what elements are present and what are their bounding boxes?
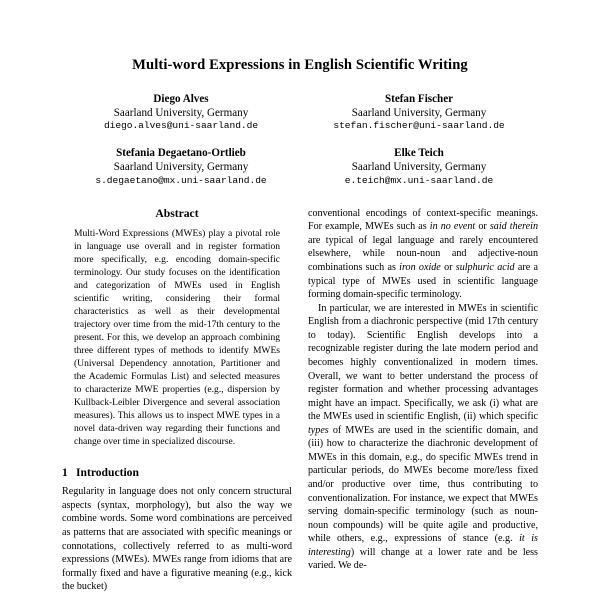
section-heading-introduction bbox=[62, 466, 292, 479]
paragraph-conventional-encodings: conventional encodings of context-specific meanings. For example, MWEs such as in no event or said therein are typical of legal language and rarely encountered elsewhere, while noun-noun and adjective-noun combinations such as iron oxide or sulphuric acid are a typical type of MWEs used in scientific language forming domain-specific terminology. bbox=[308, 207, 538, 301]
author-entry bbox=[62, 92, 300, 133]
author-entry bbox=[62, 146, 300, 187]
section-title: Introduction bbox=[76, 466, 139, 480]
author-name: Stefan Fischer bbox=[384, 92, 454, 105]
author-affiliation: Saarland University, Germany bbox=[351, 160, 487, 173]
abstract-heading: Abstract bbox=[155, 206, 199, 220]
author-name: Elke Teich bbox=[394, 146, 444, 159]
author-affiliation: Saarland University, Germany bbox=[113, 106, 249, 119]
right-column bbox=[308, 207, 538, 573]
author-email[interactable]: diego.alves@uni-saarland.de bbox=[103, 120, 259, 132]
author-affiliation: Saarland University, Germany bbox=[113, 160, 249, 173]
two-column-body bbox=[62, 207, 538, 594]
author-row bbox=[62, 92, 538, 133]
abstract-text: Multi-Word Expressions (MWEs) play a pivotal role in language use overall and in register formation more specifically, e.g. encoding domain-specific terminology. Our study focuses on the identification and categorization of MWEs used in English scientific writing, considering their formal characteristics as well as their developmental trajectory over time from the mid-17th century to the present. For this, we develop an approach combining three different types of methods to identify MWEs (Universal Dependency annotation, Partitioner and the Academic Formulas List) and selected measures to characterize MWE properties (e.g., dispersion by Kullback-Leibler Divergence and several association measures). This allows us to inspect MWE types in a novel data-driven way regarding their functions and change over time in specialized discourse. bbox=[74, 227, 280, 448]
author-name: Diego Alves bbox=[153, 92, 209, 105]
author-name: Stefania Degaetano-Ortlieb bbox=[116, 146, 246, 159]
author-entry bbox=[300, 146, 538, 187]
author-email[interactable]: stefan.fischer@uni-saarland.de bbox=[333, 120, 505, 132]
paragraph-in-particular: In particular, we are interested in MWEs in scientific English from a diachronic perspective (mid 17th century to today). Scientific English develops into a recognizable register during the late modern period and becomes highly conventionalized in modern times. Overall, we want to better understand the process of register formation and whether processing advantages might have an impact. Specifically, we ask (i) what are the MWEs used in scientific English, (ii) which specific types of MWEs are used in the scientific domain, and (iii) how to characterize the diachronic development of MWEs in this domain, e.g., do specific MWEs trend in particular periods, do MWEs become more/less fixed and/or productive over time, thus contributing to conventionalization. For instance, we expect that MWEs serving domain-specific terminology (such as noun-noun compounds) will be quite agile and productive, while others, e.g., expressions of stance (e.g. it is interesting) will change at a lower rate and be less varied. We de- bbox=[308, 302, 538, 572]
author-affiliation: Saarland University, Germany bbox=[351, 106, 487, 119]
author-email[interactable]: e.teich@mx.uni-saarland.de bbox=[344, 174, 494, 186]
author-row bbox=[62, 146, 538, 187]
page-title: Multi-word Expressions in English Scientific Writing bbox=[132, 57, 468, 73]
left-column bbox=[62, 207, 292, 594]
author-email[interactable]: s.degaetano@mx.uni-saarland.de bbox=[95, 174, 267, 186]
author-entry bbox=[300, 92, 538, 133]
section-number: 1 bbox=[62, 466, 68, 480]
author-block bbox=[62, 92, 538, 187]
paragraph-regularity: Regularity in language does not only concern structural aspects (syntax, morphology), but also the way we combine words. Some word combinations are perceived as patterns that are associated with specific meanings or connotations, collectively referred to as multi-word expressions (MWEs). MWEs range from idioms that are formally fixed and have a figurative meaning (e.g., kick the bucket) bbox=[62, 486, 292, 593]
